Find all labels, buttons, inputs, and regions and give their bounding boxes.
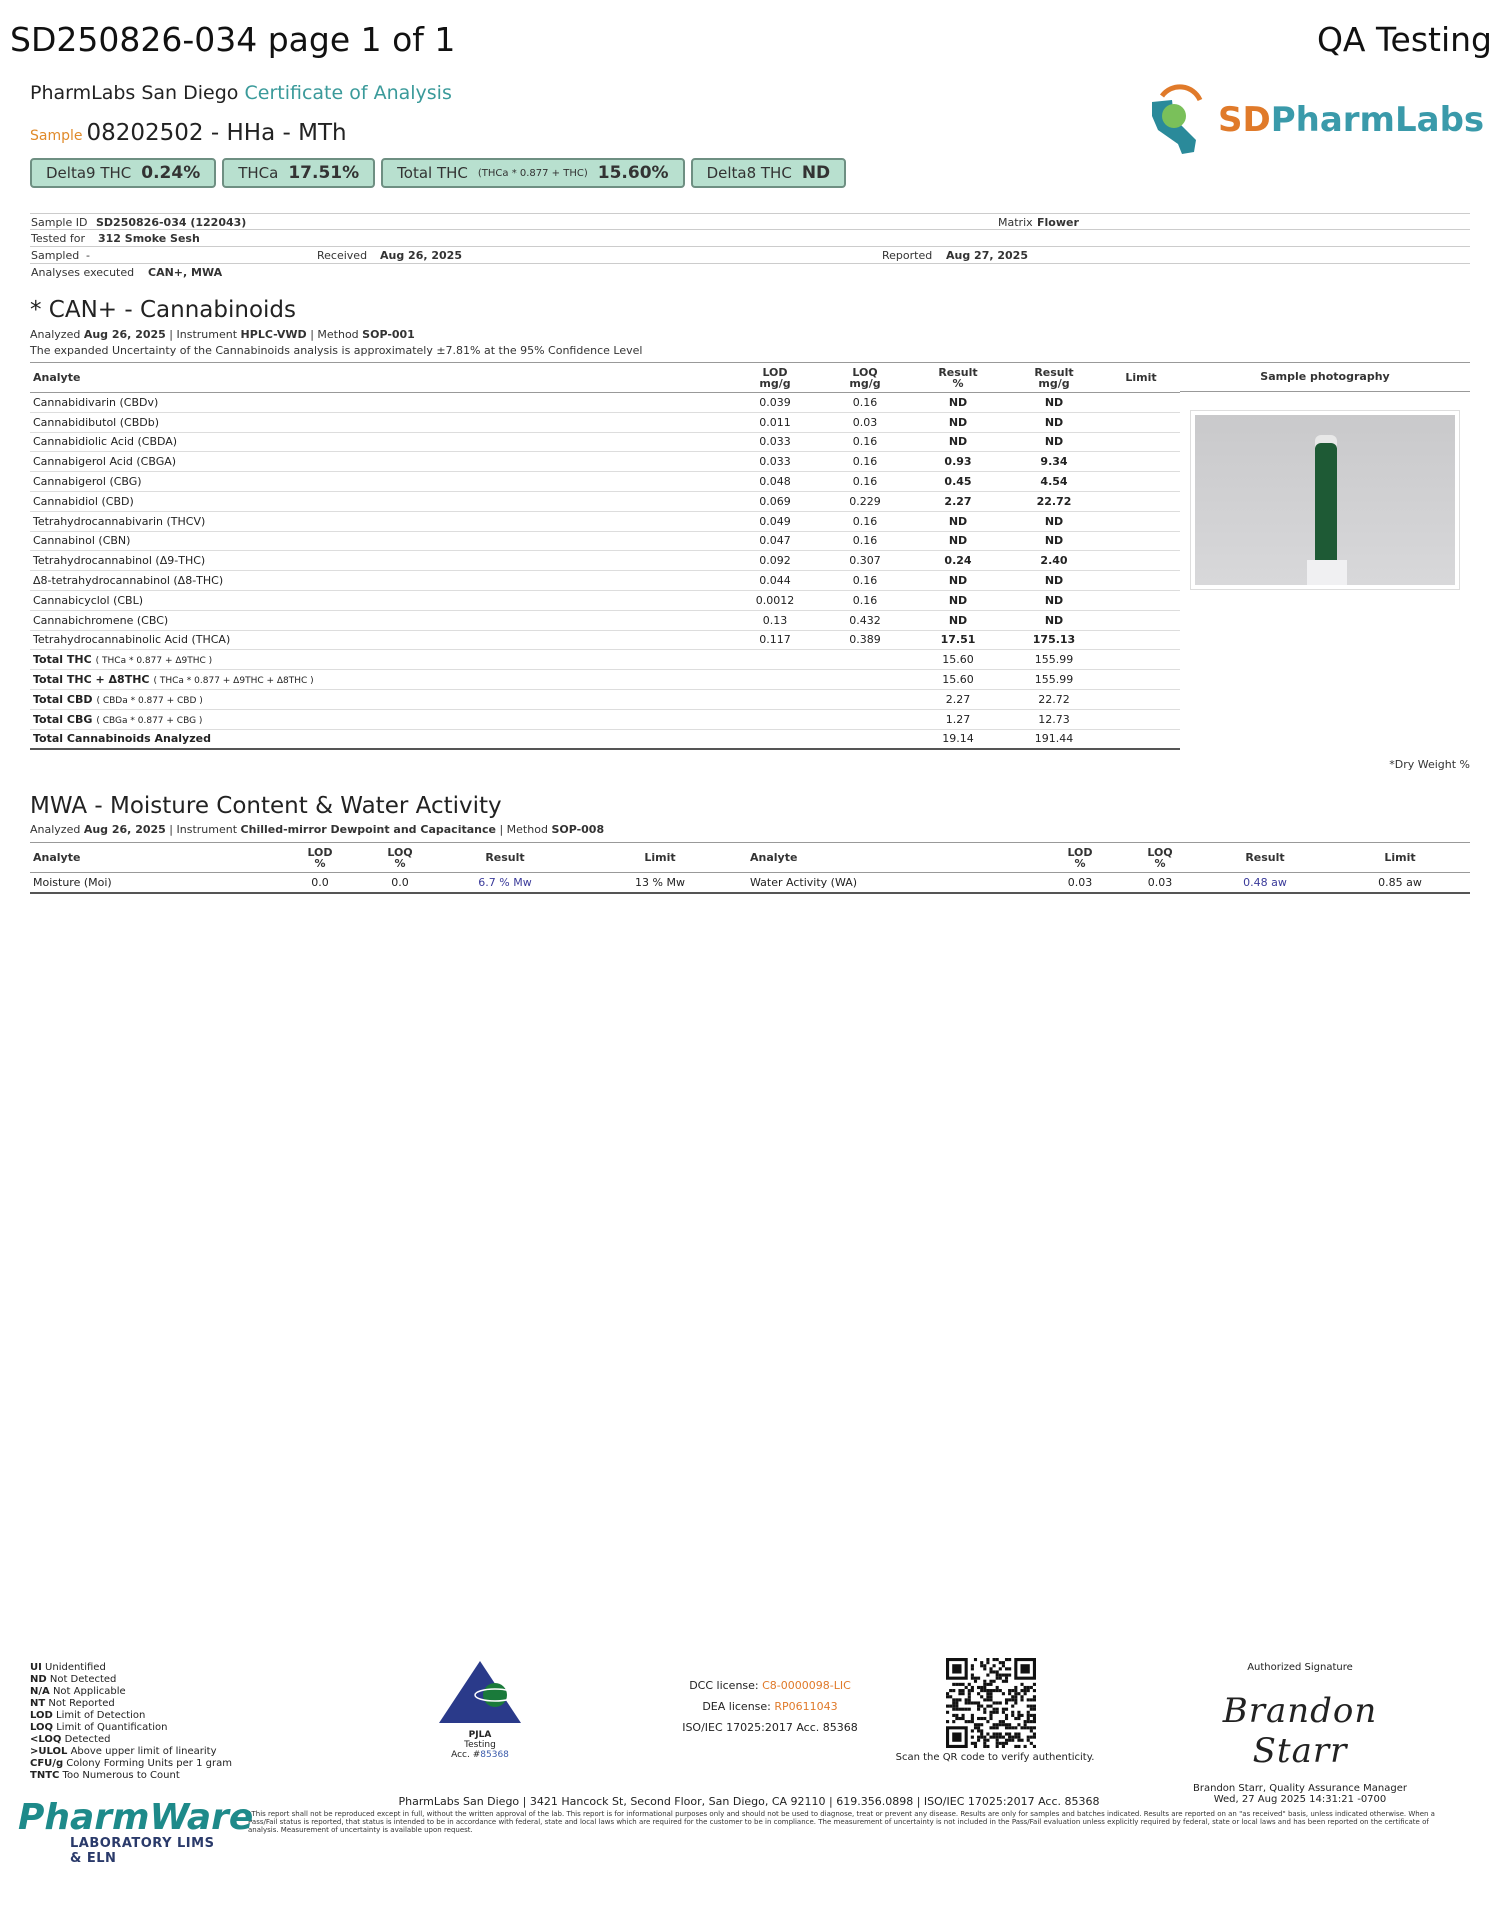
instrument-value: Chilled-mirror Dewpoint and Capacitance <box>240 823 496 836</box>
result-mgg-cell: ND <box>1006 432 1102 452</box>
sample-photography-header: Sample photography <box>1180 362 1470 392</box>
empty-cell <box>820 709 910 729</box>
result-mgg-cell: 4.54 <box>1006 472 1102 492</box>
cannabinoids-table <box>30 362 1180 750</box>
dcc-license <box>650 1675 890 1696</box>
can-section-title: * CAN+ - Cannabinoids <box>30 297 297 323</box>
result-pct-cell: 2.27 <box>910 689 1006 709</box>
empty-cell <box>730 670 820 690</box>
table-row <box>30 472 1180 492</box>
pill-label: THCa <box>238 164 279 182</box>
loq-cell: 0.307 <box>820 551 910 571</box>
col-lod: LOD % <box>280 843 360 873</box>
pill-delta9-thc <box>30 158 216 188</box>
analyte-cell: Cannabidivarin (CBDv) <box>30 393 730 413</box>
result-pct-cell: 15.60 <box>910 650 1006 670</box>
result-mgg-cell: 191.44 <box>1006 729 1102 749</box>
mwa-section-title: MWA - Moisture Content & Water Activity <box>30 793 502 819</box>
analyte-cell: Tetrahydrocannabinolic Acid (THCA) <box>30 630 730 650</box>
lod-cell: 0.13 <box>730 610 820 630</box>
sdpharmlabs-logo <box>1138 82 1485 162</box>
table-row <box>30 491 1180 511</box>
lod-cell: 0.047 <box>730 531 820 551</box>
uncertainty-note: The expanded Uncertainty of the Cannabinoids analysis is approximately ±7.81% at the 95% Confidence Level <box>30 344 643 357</box>
lod-cell: 0.117 <box>730 630 820 650</box>
total-label: Total Cannabinoids Analyzed <box>33 732 211 746</box>
mwa-analysis-meta: Analyzed Aug 26, 2025 | Instrument Chilled-mirror Dewpoint and Capacitance | Method SOP-008 <box>30 823 605 836</box>
lod-cell: 0.011 <box>730 412 820 432</box>
dea-license <box>650 1696 890 1717</box>
california-map-icon <box>1138 82 1218 162</box>
result-pct-cell: 0.45 <box>910 472 1006 492</box>
loq-cell: 0.389 <box>820 630 910 650</box>
result-mgg-cell: ND <box>1006 590 1102 610</box>
wa-result: 0.48 aw <box>1200 873 1330 893</box>
analyte-cell: Tetrahydrocannabivarin (THCV) <box>30 511 730 531</box>
legend-item <box>30 1734 232 1746</box>
total-label: Total CBD <box>33 692 93 706</box>
lod-cell: 0.044 <box>730 571 820 591</box>
qr-caption: Scan the QR code to verify authenticity. <box>895 1752 1095 1763</box>
analyte-cell: Cannabidiol (CBD) <box>30 491 730 511</box>
legend-abbr: LOD <box>30 1710 53 1721</box>
signature-script: Brandon Starr <box>1222 1691 1378 1771</box>
qa-testing-label: QA Testing <box>1316 20 1492 59</box>
lod-cell: 0.039 <box>730 393 820 413</box>
limit-cell <box>1102 452 1180 472</box>
summary-pills <box>30 158 846 188</box>
total-label: Total THC + Δ8THC <box>33 673 150 687</box>
total-row <box>30 670 1180 690</box>
matrix-value: Flower <box>1037 216 1079 229</box>
result-pct-cell: 0.24 <box>910 551 1006 571</box>
authorized-signature <box>1170 1662 1430 1805</box>
legend-abbr: N/A <box>30 1686 50 1697</box>
table-row <box>30 511 1180 531</box>
sample-line <box>30 120 347 146</box>
result-pct-cell: 1.27 <box>910 709 1006 729</box>
lod-cell: 0.048 <box>730 472 820 492</box>
lod-cell: 0.0012 <box>730 590 820 610</box>
moisture-lod: 0.0 <box>280 873 360 893</box>
instrument-value: HPLC-VWD <box>240 328 307 341</box>
result-mgg-cell: 175.13 <box>1006 630 1102 650</box>
result-mgg-cell: 9.34 <box>1006 452 1102 472</box>
can-analysis-meta: Analyzed Aug 26, 2025 | Instrument HPLC-VWD | Method SOP-001 <box>30 328 415 341</box>
analyte-cell: Cannabinol (CBN) <box>30 531 730 551</box>
pill-value: 0.24% <box>141 163 201 183</box>
total-label-cell <box>30 689 730 709</box>
loq-cell: 0.16 <box>820 511 910 531</box>
total-formula: ( THCa * 0.877 + Δ9THC ) <box>95 656 213 667</box>
table-row <box>30 630 1180 650</box>
photo-stand <box>1307 560 1347 585</box>
pjla-triangle-icon <box>435 1657 525 1727</box>
legend-item <box>30 1758 232 1770</box>
qr-code-icon[interactable] <box>946 1658 1036 1748</box>
lod-cell: 0.049 <box>730 511 820 531</box>
sample-info <box>30 213 1470 281</box>
analyte-cell: Cannabichromene (CBC) <box>30 610 730 630</box>
limit-cell <box>1102 491 1180 511</box>
legend-desc: Above upper limit of linearity <box>70 1746 217 1757</box>
result-mgg-cell: 155.99 <box>1006 670 1102 690</box>
col-result-pct: Result % <box>910 363 1006 393</box>
loq-cell: 0.229 <box>820 491 910 511</box>
analyte-cell: Cannabigerol Acid (CBGA) <box>30 452 730 472</box>
loq-cell: 0.16 <box>820 452 910 472</box>
instrument-label: Instrument <box>176 823 238 836</box>
result-mgg-cell: ND <box>1006 412 1102 432</box>
loq-cell: 0.432 <box>820 610 910 630</box>
wa-analyte: Water Activity (WA) <box>750 873 1040 893</box>
loq-cell: 0.16 <box>820 432 910 452</box>
result-pct-cell: 15.60 <box>910 670 1006 690</box>
pill-value: 17.51% <box>288 163 360 183</box>
pre-roll-tube <box>1315 443 1337 563</box>
col-analyte: Analyte <box>30 843 280 873</box>
pill-label: Delta8 THC <box>706 164 792 182</box>
moisture-loq: 0.0 <box>360 873 440 893</box>
limit-cell <box>1102 670 1180 690</box>
lab-name: PharmLabs San Diego <box>30 82 239 104</box>
limit-cell <box>1102 729 1180 749</box>
matrix-label: Matrix <box>998 216 1033 229</box>
total-label: Total CBG <box>33 712 93 726</box>
result-pct-cell: ND <box>910 571 1006 591</box>
sample-label: Sample <box>30 128 83 144</box>
result-mgg-cell: ND <box>1006 393 1102 413</box>
legend-item <box>30 1770 232 1782</box>
pill-thca <box>222 158 375 188</box>
legend-abbr: LOQ <box>30 1722 54 1733</box>
loq-cell: 0.16 <box>820 393 910 413</box>
pjla-sub: Testing <box>464 1740 496 1750</box>
result-pct-cell: ND <box>910 590 1006 610</box>
table-row <box>30 571 1180 591</box>
analyte-cell: Cannabicyclol (CBL) <box>30 590 730 610</box>
result-pct-cell: ND <box>910 432 1006 452</box>
logo-wordmark <box>1218 100 1484 140</box>
pill-value: 15.60% <box>597 163 669 183</box>
abbreviation-legend <box>30 1662 232 1782</box>
legend-abbr: NT <box>30 1698 46 1709</box>
col-lod: LOD mg/g <box>730 363 820 393</box>
total-label-cell <box>30 709 730 729</box>
analyzed-value: Aug 26, 2025 <box>83 823 166 836</box>
col-result-2: Result <box>1200 843 1330 873</box>
dcc-label: DCC license: <box>689 1679 759 1692</box>
limit-cell <box>1102 590 1180 610</box>
limit-cell <box>1102 551 1180 571</box>
dea-value: RP0611043 <box>774 1700 838 1713</box>
pill-delta8-thc <box>691 158 847 188</box>
wa-limit: 0.85 aw <box>1330 873 1470 893</box>
col-limit: Limit <box>570 843 750 873</box>
legend-abbr: CFU/g <box>30 1758 64 1769</box>
pharmware-logo <box>18 1797 254 1866</box>
analyte-cell: Cannabidibutol (CBDb) <box>30 412 730 432</box>
pharmware-wordmark: PharmWare <box>18 1797 254 1838</box>
legend-desc: Unidentified <box>45 1662 106 1673</box>
loq-cell: 0.16 <box>820 531 910 551</box>
legend-item <box>30 1686 232 1698</box>
result-pct-cell: ND <box>910 393 1006 413</box>
legend-item <box>30 1710 232 1722</box>
legend-abbr: UI <box>30 1662 42 1673</box>
logo-sd: SD <box>1218 100 1271 140</box>
legend-abbr: TNTC <box>30 1770 60 1781</box>
lod-cell: 0.033 <box>730 432 820 452</box>
sample-photo-image <box>1195 415 1455 585</box>
loq-cell: 0.16 <box>820 472 910 492</box>
signer-name: Brandon Starr, Quality Assurance Manager <box>1193 1783 1407 1794</box>
dea-label: DEA license: <box>702 1700 771 1713</box>
pill-label: Delta9 THC <box>46 164 132 182</box>
pjla-name: PJLA <box>468 1730 492 1740</box>
sampled-value: - <box>86 249 90 262</box>
table-row <box>30 393 1180 413</box>
loq-cell: 0.16 <box>820 571 910 591</box>
loq-cell: 0.03 <box>820 412 910 432</box>
result-mgg-cell: ND <box>1006 571 1102 591</box>
col-lod-2: LOD % <box>1040 843 1120 873</box>
limit-cell <box>1102 689 1180 709</box>
sample-photo <box>1190 410 1460 590</box>
reported-value: Aug 27, 2025 <box>946 249 1028 262</box>
analyte-cell: Cannabidiolic Acid (CBDA) <box>30 432 730 452</box>
dry-weight-note: *Dry Weight % <box>1389 758 1470 771</box>
col-loq: LOQ % <box>360 843 440 873</box>
analyte-cell: Cannabigerol (CBG) <box>30 472 730 492</box>
legend-desc: Limit of Detection <box>56 1710 146 1721</box>
pjla-accreditation <box>430 1657 530 1760</box>
col-analyte-2: Analyte <box>750 843 1040 873</box>
total-label: Total THC <box>33 653 92 667</box>
result-pct-cell: ND <box>910 610 1006 630</box>
legend-item <box>30 1698 232 1710</box>
sample-name: 08202502 - HHa - MTh <box>86 120 347 146</box>
table-row <box>30 610 1180 630</box>
analyzed-value: Aug 26, 2025 <box>83 328 166 341</box>
table-row <box>30 590 1180 610</box>
total-formula: ( CBGa * 0.877 + CBG ) <box>96 715 203 726</box>
limit-cell <box>1102 472 1180 492</box>
total-formula: ( THCa * 0.877 + Δ9THC + Δ8THC ) <box>153 676 314 687</box>
limit-cell <box>1102 571 1180 591</box>
received-label: Received <box>317 249 368 262</box>
table-row <box>30 452 1180 472</box>
footer-address: PharmLabs San Diego | 3421 Hancock St, Second Floor, San Diego, CA 92110 | 619.356.0898 | ISO/IEC 17025:2017 Acc. 85368 <box>398 1795 1100 1808</box>
sample-id-label: Sample ID <box>31 216 88 229</box>
pjla-acc-value: 85368 <box>480 1750 509 1760</box>
result-pct-cell: 17.51 <box>910 630 1006 650</box>
result-pct-cell: ND <box>910 511 1006 531</box>
empty-cell <box>820 689 910 709</box>
method-label: Method <box>506 823 548 836</box>
empty-cell <box>820 670 910 690</box>
legend-desc: Limit of Quantification <box>56 1722 168 1733</box>
tested-for-value: 312 Smoke Sesh <box>98 232 200 245</box>
empty-cell <box>730 709 820 729</box>
logo-pharmlabs: PharmLabs <box>1270 100 1485 140</box>
col-loq-2: LOQ % <box>1120 843 1200 873</box>
total-row <box>30 729 1180 749</box>
col-limit-2: Limit <box>1330 843 1470 873</box>
wa-loq: 0.03 <box>1120 873 1200 893</box>
moisture-limit: 13 % Mw <box>570 873 750 893</box>
received-value: Aug 26, 2025 <box>380 249 462 262</box>
result-mgg-cell: 2.40 <box>1006 551 1102 571</box>
tested-for-label: Tested for <box>31 232 86 245</box>
table-row <box>30 873 1470 893</box>
analyte-cell: Δ8-tetrahydrocannabinol (Δ8-THC) <box>30 571 730 591</box>
method-label: Method <box>317 328 359 341</box>
pjla-acc <box>430 1750 530 1760</box>
analyzed-label: Analyzed <box>30 823 81 836</box>
document-type: Certificate of Analysis <box>244 82 452 104</box>
analyzed-label: Analyzed <box>30 328 81 341</box>
limit-cell <box>1102 650 1180 670</box>
result-mgg-cell: 12.73 <box>1006 709 1102 729</box>
analyses-label: Analyses executed <box>31 266 135 279</box>
footer-disclaimer: *This report shall not be reproduced except in full, without the written approval of the lab. This report is for informational purposes only and should not be used to diagnose, treat or prevent any disease. Results are only for samples and batches indicated. Results are reported on an "as received" basis, unless indicated otherwise. When a Pass/Fail status is reported, that status is intended to be in accordance with federal, state and local laws which are required for the customer to be in compliance. The measurement of uncertainty is not included in the Pass/Fail evaluation unless explicitly required by federal, state or local laws and has been reported on the certificate of analysis. Measurement of uncertainty is available upon request. <box>248 1810 1435 1834</box>
total-label-cell <box>30 670 730 690</box>
empty-cell <box>730 689 820 709</box>
analyses-value: CAN+, MWA <box>148 266 223 279</box>
limit-cell <box>1102 511 1180 531</box>
pill-label: Total THC <box>397 164 468 182</box>
pill-note: (THCa * 0.877 + THC) <box>477 167 588 179</box>
legend-desc: Too Numerous to Count <box>62 1770 180 1781</box>
lod-cell: 0.033 <box>730 452 820 472</box>
moisture-analyte: Moisture (Moi) <box>30 873 280 893</box>
result-mgg-cell: 22.72 <box>1006 689 1102 709</box>
legend-item <box>30 1662 232 1674</box>
col-result-mgg: Result mg/g <box>1006 363 1102 393</box>
legend-desc: Colony Forming Units per 1 gram <box>66 1758 232 1769</box>
legend-item <box>30 1722 232 1734</box>
document-id: SD250826-034 page 1 of 1 <box>10 20 456 59</box>
lab-name-line <box>30 82 452 104</box>
total-row <box>30 689 1180 709</box>
col-loq: LOQ mg/g <box>820 363 910 393</box>
empty-cell <box>820 729 910 749</box>
pharmware-tagline: LABORATORY LIMS & ELN <box>70 1836 215 1866</box>
result-pct-cell: 0.93 <box>910 452 1006 472</box>
licenses <box>650 1675 890 1738</box>
limit-cell <box>1102 610 1180 630</box>
limit-cell <box>1102 432 1180 452</box>
sample-id-value: SD250826-034 (122043) <box>96 216 247 229</box>
result-mgg-cell: 155.99 <box>1006 650 1102 670</box>
total-label-cell <box>30 650 730 670</box>
col-result: Result <box>440 843 570 873</box>
total-row <box>30 709 1180 729</box>
signature-date: Wed, 27 Aug 2025 14:31:21 -0700 <box>1213 1794 1387 1805</box>
total-row <box>30 650 1180 670</box>
legend-abbr: >ULOL <box>30 1746 68 1757</box>
pill-total-thc <box>381 158 684 188</box>
sampled-label: Sampled <box>31 249 80 262</box>
pjla-acc-label: Acc. # <box>451 1750 481 1760</box>
total-label-cell <box>30 729 730 749</box>
table-row <box>30 412 1180 432</box>
legend-item <box>30 1674 232 1686</box>
lod-cell: 0.069 <box>730 491 820 511</box>
legend-abbr: <LOQ <box>30 1734 62 1745</box>
result-pct-cell: ND <box>910 531 1006 551</box>
lod-cell: 0.092 <box>730 551 820 571</box>
limit-cell <box>1102 393 1180 413</box>
table-header-row <box>30 843 1470 873</box>
empty-cell <box>730 650 820 670</box>
limit-cell <box>1102 630 1180 650</box>
wa-lod: 0.03 <box>1040 873 1120 893</box>
iso-accreditation: ISO/IEC 17025:2017 Acc. 85368 <box>682 1721 858 1734</box>
result-mgg-cell: ND <box>1006 511 1102 531</box>
result-pct-cell: 19.14 <box>910 729 1006 749</box>
col-analyte: Analyte <box>30 363 730 393</box>
table-row <box>30 432 1180 452</box>
empty-cell <box>730 729 820 749</box>
signature-label: Authorized Signature <box>1247 1662 1353 1673</box>
result-mgg-cell: 22.72 <box>1006 491 1102 511</box>
moisture-table <box>30 842 1470 894</box>
limit-cell <box>1102 531 1180 551</box>
loq-cell: 0.16 <box>820 590 910 610</box>
legend-abbr: ND <box>30 1674 47 1685</box>
table-header-row <box>30 363 1180 393</box>
limit-cell <box>1102 709 1180 729</box>
empty-cell <box>820 650 910 670</box>
legend-desc: Not Detected <box>49 1674 117 1685</box>
result-pct-cell: ND <box>910 412 1006 432</box>
result-mgg-cell: ND <box>1006 531 1102 551</box>
legend-item <box>30 1746 232 1758</box>
col-limit: Limit <box>1102 363 1180 393</box>
analyte-cell: Tetrahydrocannabinol (Δ9-THC) <box>30 551 730 571</box>
result-mgg-cell: ND <box>1006 610 1102 630</box>
legend-desc: Not Reported <box>48 1698 115 1709</box>
dcc-value: C8-0000098-LIC <box>762 1679 851 1692</box>
legend-desc: Detected <box>64 1734 111 1745</box>
moisture-result: 6.7 % Mw <box>440 873 570 893</box>
method-value: SOP-001 <box>362 328 415 341</box>
pill-value: ND <box>801 163 831 183</box>
table-row <box>30 531 1180 551</box>
instrument-label: Instrument <box>176 328 238 341</box>
result-pct-cell: 2.27 <box>910 491 1006 511</box>
method-value: SOP-008 <box>551 823 605 836</box>
limit-cell <box>1102 412 1180 432</box>
table-row <box>30 551 1180 571</box>
reported-label: Reported <box>882 249 933 262</box>
legend-desc: Not Applicable <box>52 1686 126 1697</box>
total-formula: ( CBDa * 0.877 + CBD ) <box>96 695 203 706</box>
